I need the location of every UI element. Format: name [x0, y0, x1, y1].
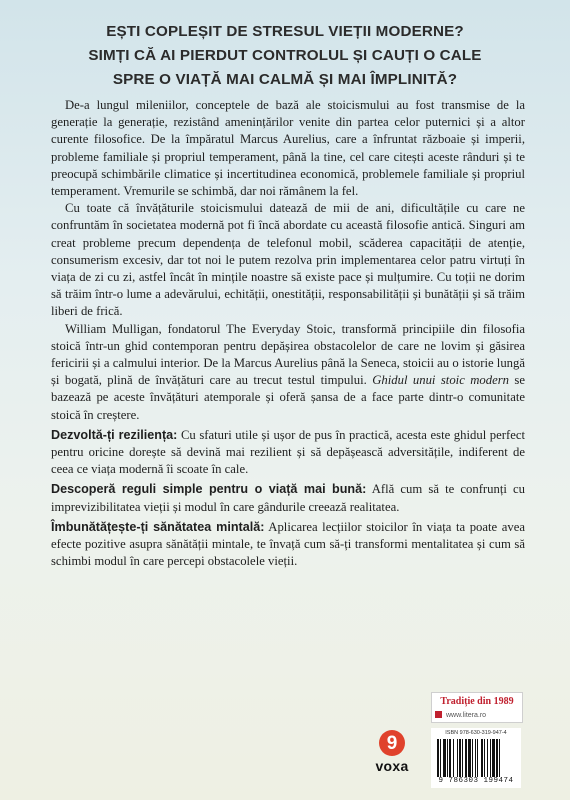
headline-line-2: SIMȚI CĂ AI PIERDUT CONTROLUL ȘI CAUȚI O CALE: [88, 47, 482, 64]
paragraph-3-tail: se bazează pe aceste învățături atemporale și oferă șansa de a face parte dintr-o comunitate stoică în creștere.: [51, 373, 526, 422]
headline-line-3: SPRE O VIAȚĂ MAI CALMĂ ȘI MAI ÎMPLINITĂ?: [112, 71, 458, 88]
isbn-label: ISBN 978-630-319-947-4: [445, 730, 507, 736]
back-cover-headline: [0, 20, 570, 92]
paragraph-3: [51, 321, 525, 424]
paragraph-3-text: William Mulligan, fondatorul The Everyday Stoic, transformă principiile din filosofia stoică într-un ghid contemporan pentru depășirea obstacolelor de care ne lovim și găsirea fericirii și a calmului interior. De la Marcus Aurelius până la Seneca, stoicii au o istorie lungă și bogată, plină de învățături care au trecut testul timpului.: [51, 321, 525, 388]
voxa-wordmark: voxa: [375, 758, 409, 774]
section-mental-health-heading: Îmbunătățește-ți sănătatea mintală:: [51, 519, 265, 534]
section-mental-health-text: Aplicarea lecțiilor stoicilor în viața ta poate avea efecte pozitive asupra sănătății mintale, te învață cum să-ți transformi mentalitatea și cum să schimbi modul în care percepi obstacolele vieții.: [51, 519, 525, 569]
section-simple-rules: [51, 481, 525, 515]
litera-logo-icon: [435, 711, 442, 718]
litera-site-row: [431, 710, 523, 723]
voxa-logo: [370, 730, 414, 774]
blurb-body: [51, 97, 525, 570]
section-resilience-text: Cu sfaturi utile și ușor de pus în practică, acesta este ghidul perfect pentru oricine dorește să devină mai rezilient și să depășească adversitățile, indiferent de ceea ce viața modernă îi scoate în cale.: [51, 427, 526, 477]
section-mental-health: [51, 519, 525, 571]
paragraph-1: De-a lungul mileniilor, conceptele de bază ale stoicismului au fost transmise de la generație la generație, rezistând amenințărilor venite din partea celor puternici și a altor curente filosofice. De la împăratul Marcus Aurelius, care a înfruntat războaie și imperii, probleme familiale și propriul temperament, până la tine, cel care citești aceste rânduri și te preocupă schimbările climatice și incertitudinea economică, problemele familiale și propriul temperament. Vremurile se schimbă, dar noi rămânem la fel.: [51, 98, 525, 199]
barcode-digits: 9 786303 199474: [438, 777, 514, 785]
headline-line-1: EȘTI COPLEȘIT DE STRESUL VIEȚII MODERNE?: [106, 23, 464, 40]
litera-site: www.litera.ro: [446, 712, 487, 719]
section-simple-rules-heading: Descoperă reguli simple pentru o viață mai bună:: [51, 482, 367, 497]
section-resilience-heading: Dezvoltă-ți reziliența:: [51, 427, 178, 442]
section-resilience: [51, 427, 525, 479]
paragraph-2: Cu toate că învățăturile stoicismului datează de mii de ani, dificultățile cu care ne confruntăm în societatea modernă pot fi încă abordate cu această filosofie antică. Singuri am creat probleme precum dependența de telefonul mobil, scăderea capacității de atenție, consumerism excesiv, dar tot noi le putem rezolva prin implementarea celor patru virtuți în viața de zi cu zi, astfel încât în mințile noastre să existe pace și mulțumire. Cu toții ne dorim să trăim într-o lume a adevărului, echității, onestității, responsabilității și bunătății și să trăim liberi de frică.: [51, 201, 525, 319]
tradition-label: Tradiție din 1989: [431, 692, 523, 712]
voxa-badge-icon: 9: [379, 730, 405, 756]
barcode-icon: [436, 739, 516, 777]
section-simple-rules-text: Află cum să te confrunți cu imprevizibilitatea vieții și modul în care gândurile creează realitatea.: [51, 482, 525, 514]
barcode-block: [431, 728, 521, 788]
book-title-italic: Ghidul unui stoic modern: [372, 373, 510, 388]
